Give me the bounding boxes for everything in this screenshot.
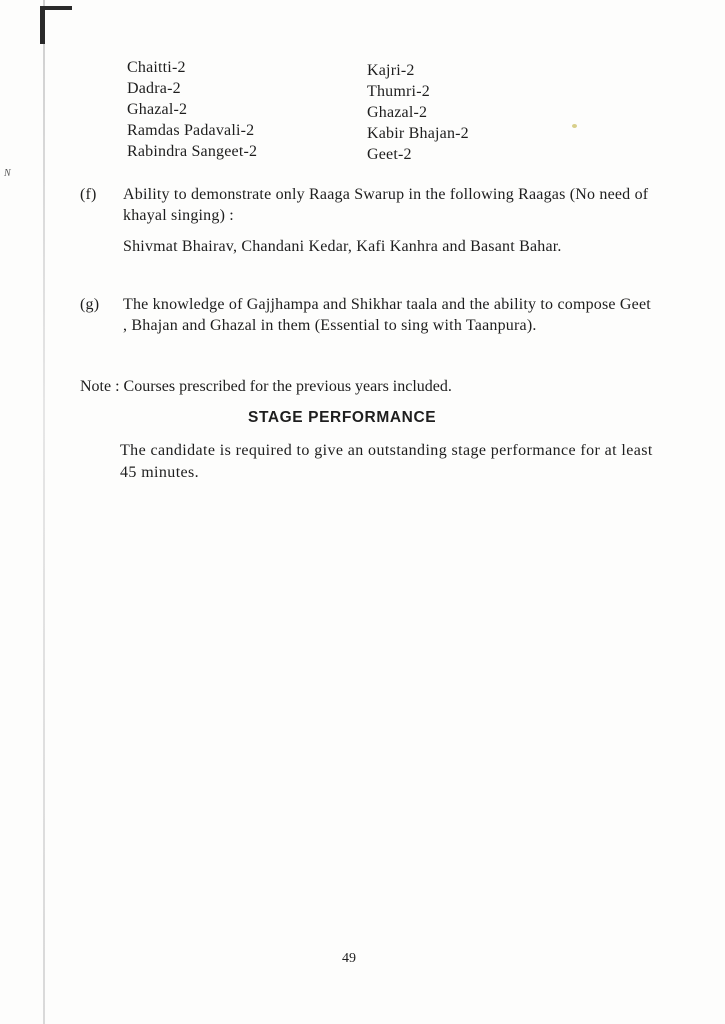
song-item: Ghazal-2 [367, 104, 428, 121]
song-list-right [367, 60, 469, 165]
item-f [80, 184, 655, 257]
item-text: Ability to demonstrate only Raaga Swarup in the following Raagas (No need of khayal singing) : [123, 186, 649, 224]
song-item: Rabindra Sangeet-2 [127, 143, 258, 160]
page-number: 49 [342, 951, 356, 966]
stage-paragraph: The candidate is required to give an outstanding stage performance for at least 45 minutes. [120, 442, 653, 481]
corner-crop-mark [40, 6, 74, 46]
item-marker: (g) [80, 296, 100, 313]
song-item: Kajri-2 [367, 62, 415, 79]
item-g [80, 294, 655, 336]
raaga-list: Shivmat Bhairav, Chandani Kedar, Kafi Kanhra and Basant Bahar. [123, 238, 562, 255]
song-item: Kabir Bhajan-2 [367, 125, 469, 142]
scan-edge-line [43, 0, 45, 1024]
song-item: Thumri-2 [367, 83, 430, 100]
scan-speck [572, 124, 577, 128]
item-marker: (f) [80, 186, 97, 203]
section-heading: STAGE PERFORMANCE [248, 409, 437, 426]
song-item: Dadra-2 [127, 80, 181, 97]
item-text: The knowledge of Gajjhampa and Shikhar taala and the ability to compose Geet , Bhajan and Ghazal in them (Essential to sing with Taanpura). [123, 296, 651, 334]
song-item: Ramdas Padavali-2 [127, 122, 255, 139]
song-item: Chaitti-2 [127, 59, 186, 76]
stage-performance-text [120, 440, 655, 484]
song-item: Geet-2 [367, 146, 412, 163]
stray-mark: N [4, 168, 11, 179]
note: Note : Courses prescribed for the previous years included. [80, 378, 452, 395]
song-item: Ghazal-2 [127, 101, 188, 118]
song-list-left [127, 57, 257, 162]
